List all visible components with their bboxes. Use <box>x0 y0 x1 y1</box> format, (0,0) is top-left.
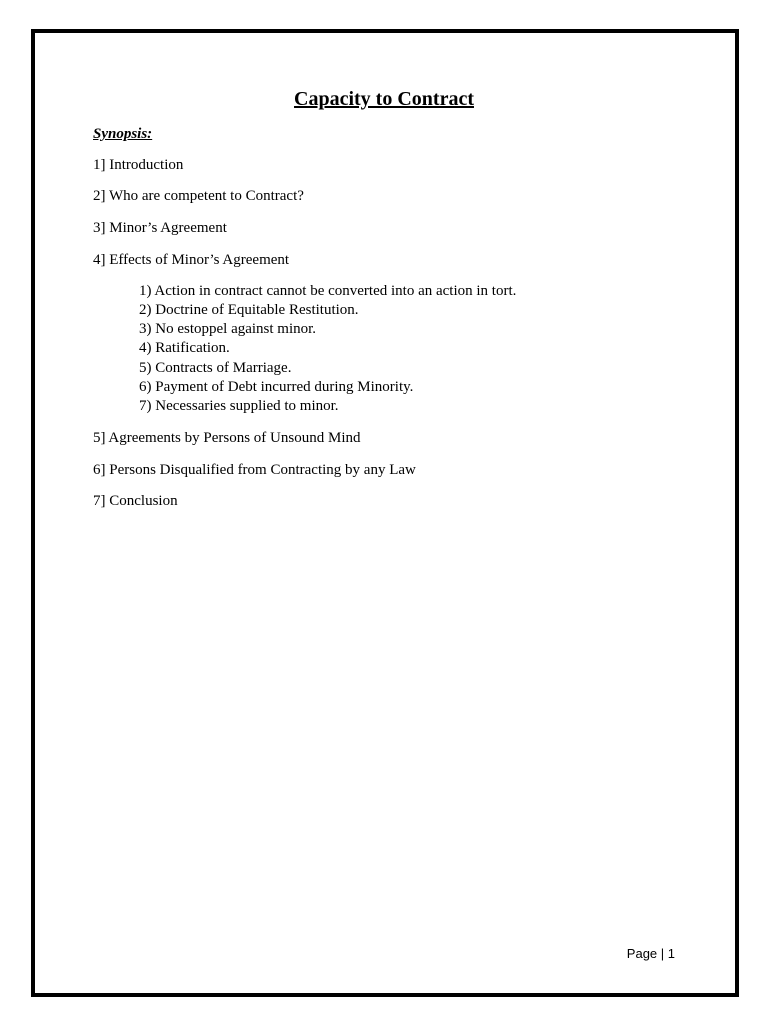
section-item-minors-agreement: 3] Minor’s Agreement <box>93 220 227 236</box>
effect-item-necessaries: 7) Necessaries supplied to minor. <box>139 398 339 414</box>
synopsis-heading: Synopsis: <box>93 126 153 142</box>
page-number: Page | 1 <box>626 946 675 961</box>
effect-item-ratification: 4) Ratification. <box>139 340 230 356</box>
effect-item-debt: 6) Payment of Debt incurred during Minority. <box>139 379 414 395</box>
effect-item-equitable-restitution: 2) Doctrine of Equitable Restitution. <box>139 302 359 318</box>
section-item-introduction: 1] Introduction <box>93 157 184 173</box>
page-title: Capacity to Contract <box>294 88 474 110</box>
effect-item-no-estoppel: 3) No estoppel against minor. <box>139 321 317 337</box>
effect-item-action-in-tort: 1) Action in contract cannot be converted into an action in tort. <box>139 283 517 299</box>
section-item-competent: 2] Who are competent to Contract? <box>93 188 304 204</box>
effect-item-marriage: 5) Contracts of Marriage. <box>139 360 292 376</box>
section-item-unsound-mind: 5] Agreements by Persons of Unsound Mind <box>93 430 361 446</box>
section-item-conclusion: 7] Conclusion <box>93 493 178 509</box>
section-item-disqualified: 6] Persons Disqualified from Contracting by any Law <box>93 462 416 478</box>
section-item-effects: 4] Effects of Minor’s Agreement <box>93 252 290 268</box>
